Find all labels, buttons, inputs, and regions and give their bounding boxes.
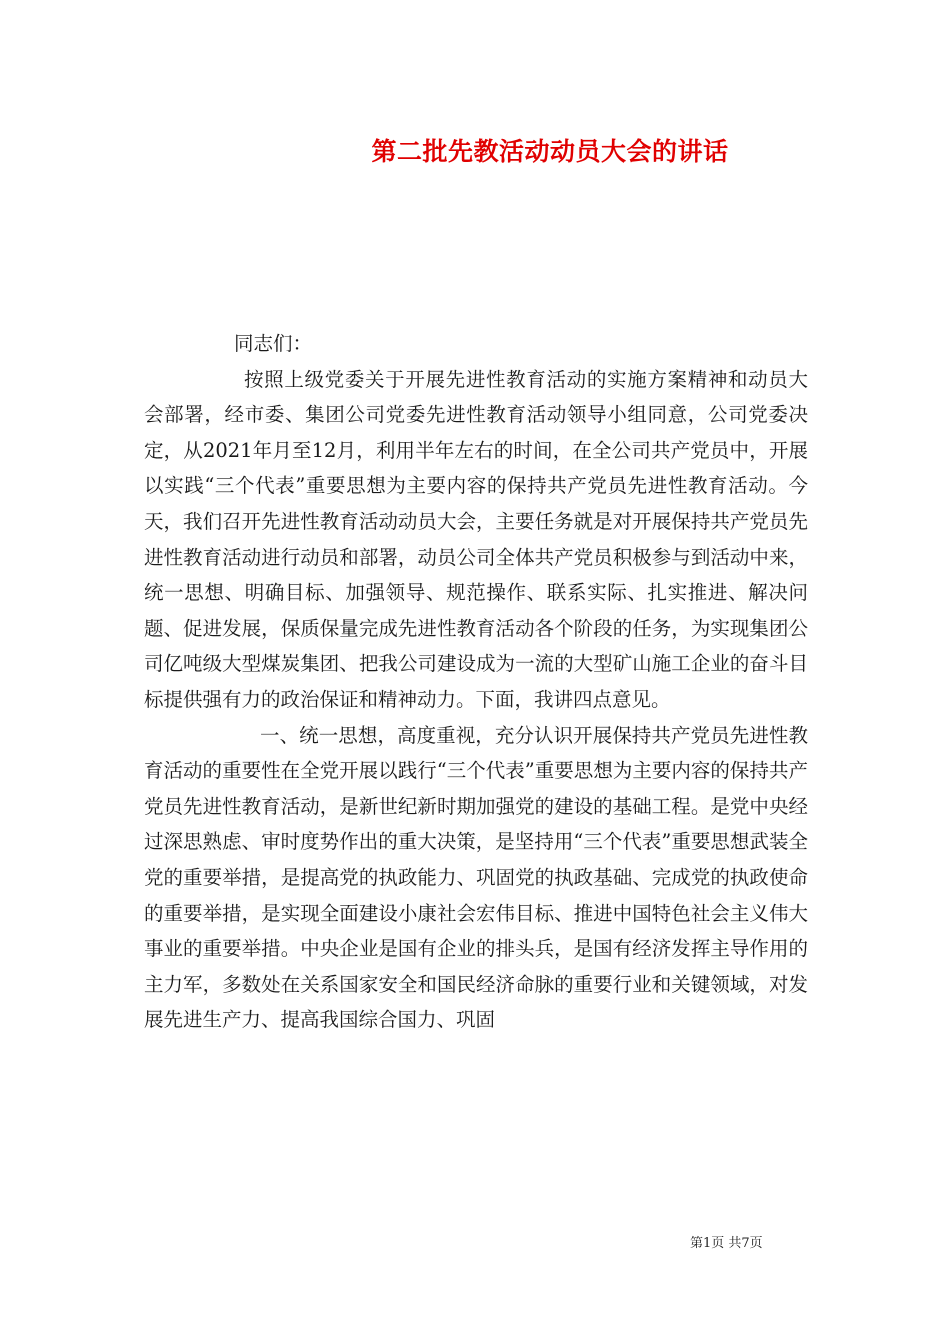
- salutation: 同志们：: [234, 332, 313, 355]
- document-body: [144, 326, 808, 1038]
- document-title: 第二批先教活动动员大会的讲话: [371, 137, 729, 166]
- paragraph-1: 按照上级党委关于开展先进性教育活动的实施方案精神和动员大会部署，经市委、集团公司党委先进性教育活动领导小组同意，公司党委决定，从2021年月至12月，利用半年左右的时间，在全公司共产党员中，开展以实践“三个代表”重要思想为主要内容的保持共产党员先进性教育活动。今天，我们召开先进性教育活动动员大会，主要任务就是对开展保持共产党员先进性教育活动进行动员和部署，动员公司全体共产党员积极参与到活动中来，统一思想、明确目标、加强领导、规范操作、联系实际、扎实推进、解决问题、促进发展，保质保量完成先进性教育活动各个阶段的任务，为实现集团公司亿吨级大型煤炭集团、把我公司建设成为一流的大型矿山施工企业的奋斗目标提供强有力的政治保证和精神动力。下面，我讲四点意见。: [144, 367, 808, 711]
- paragraph-2: 一、统一思想，高度重视，充分认识开展保持共产党员先进性教育活动的重要性在全党开展以践行“三个代表”重要思想为主要内容的保持共产党员先进性教育活动，是新世纪新时期加强党的建设的基础工程。是党中央经过深思熟虑、审时度势作出的重大决策，是坚持用“三个代表”重要思想武装全党的重要举措，是提高党的执政能力、巩固党的执政基础、完成党的执政使命的重要举措，是实现全面建设小康社会宏伟目标、推进中国特色社会主义伟大事业的重要举措。中央企业是国有企业的排头兵，是国有经济发挥主导作用的主力军，多数处在关系国家安全和国民经济命脉的重要行业和关键领域，对发展先进生产力、提高我国综合国力、巩固: [144, 723, 808, 1032]
- page-number-footer: 第1页 共7页: [690, 1236, 763, 1251]
